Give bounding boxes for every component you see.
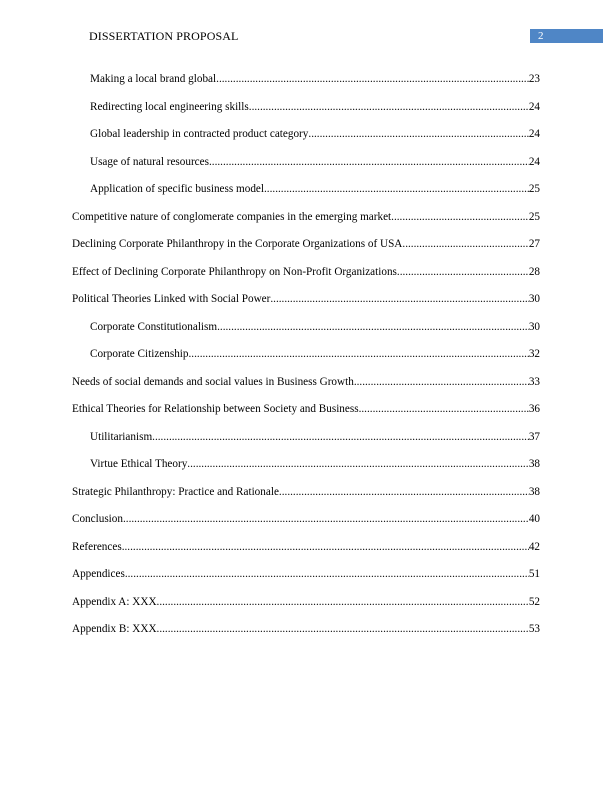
toc-entry-title: Ethical Theories for Relationship between Society and Business xyxy=(72,403,359,415)
toc-entry-page: 38 xyxy=(528,485,540,498)
toc-dot-leader xyxy=(391,210,529,224)
running-header-title: DISSERTATION PROPOSAL xyxy=(89,29,239,43)
toc-entry[interactable] xyxy=(72,290,540,318)
toc-entry[interactable] xyxy=(72,483,540,511)
toc-dot-leader xyxy=(359,402,529,416)
toc-entry[interactable] xyxy=(72,428,540,456)
toc-entry[interactable] xyxy=(72,235,540,263)
toc-entry-title: Redirecting local engineering skills xyxy=(90,100,249,113)
toc-entry-title: References xyxy=(72,540,122,553)
toc-entry[interactable] xyxy=(72,98,540,126)
toc-entry-title: Effect of Declining Corporate Philanthropy on Non-Profit Organizations xyxy=(72,265,397,278)
toc-entry-page: 24 xyxy=(528,155,540,168)
toc-entry-title: Corporate Constitutionalism xyxy=(90,320,218,333)
toc-entry-page: 24 xyxy=(528,100,540,113)
toc-entry[interactable] xyxy=(72,373,540,401)
toc-entry-title: Virtue Ethical Theory xyxy=(90,458,188,470)
toc-dot-leader xyxy=(279,485,529,499)
toc-entry-page: 27 xyxy=(528,238,540,250)
toc-entry-title: Declining Corporate Philanthropy in the Corporate Organizations of USA xyxy=(72,238,403,250)
toc-dot-leader xyxy=(123,512,529,526)
toc-entry-title: Competitive nature of conglomerate companies in the emerging market xyxy=(72,210,392,223)
toc-entry-page: 33 xyxy=(528,375,540,388)
toc-dot-leader xyxy=(354,375,529,389)
toc-dot-leader xyxy=(249,100,529,114)
toc-entry[interactable] xyxy=(72,180,540,208)
toc-dot-leader xyxy=(125,567,529,581)
toc-entry-title: Strategic Philanthropy: Practice and Rationale xyxy=(72,485,279,498)
toc-entry[interactable] xyxy=(72,565,540,593)
toc-entry-page: 24 xyxy=(528,128,540,140)
toc-entry-page: 38 xyxy=(528,458,540,470)
toc-entry-page: 53 xyxy=(528,623,540,635)
toc-entry[interactable] xyxy=(72,455,540,483)
toc-dot-leader xyxy=(397,265,529,279)
toc-dot-leader xyxy=(270,292,528,306)
table-of-contents xyxy=(72,70,540,648)
toc-dot-leader xyxy=(122,540,529,554)
toc-entry-title: Usage of natural resources xyxy=(90,155,209,168)
toc-dot-leader xyxy=(157,622,529,636)
toc-dot-leader xyxy=(157,595,529,609)
toc-entry[interactable] xyxy=(72,263,540,291)
toc-entry-title: Making a local brand global xyxy=(90,73,217,85)
toc-entry-page: 28 xyxy=(528,265,540,278)
toc-entry-title: Global leadership in contracted product category xyxy=(90,128,309,140)
toc-entry-page: 51 xyxy=(528,568,540,580)
toc-entry[interactable] xyxy=(72,208,540,236)
toc-entry[interactable] xyxy=(72,400,540,428)
toc-entry[interactable] xyxy=(72,153,540,181)
toc-entry-page: 37 xyxy=(528,430,540,443)
toc-entry[interactable] xyxy=(72,70,540,98)
toc-dot-leader xyxy=(217,320,529,334)
toc-entry[interactable] xyxy=(72,345,540,373)
page-number-badge: 2 xyxy=(530,29,603,43)
toc-entry[interactable] xyxy=(72,510,540,538)
toc-entry[interactable] xyxy=(72,593,540,621)
toc-entry-page: 25 xyxy=(528,183,540,195)
toc-entry-page: 30 xyxy=(528,293,540,305)
toc-entry[interactable] xyxy=(72,125,540,153)
toc-dot-leader xyxy=(264,182,529,196)
toc-entry[interactable] xyxy=(72,538,540,566)
toc-dot-leader xyxy=(308,127,528,141)
toc-entry-page: 42 xyxy=(528,540,540,553)
toc-entry-title: Conclusion xyxy=(72,513,123,525)
toc-entry-title: Appendix B: XXX xyxy=(72,623,157,635)
toc-entry-title: Appendix A: XXX xyxy=(72,595,157,608)
toc-entry-page: 30 xyxy=(528,320,540,333)
toc-entry-title: Political Theories Linked with Social Power xyxy=(72,293,271,305)
toc-entry-page: 40 xyxy=(528,513,540,525)
toc-entry-title: Utilitarianism xyxy=(90,430,153,443)
toc-dot-leader xyxy=(187,457,529,471)
toc-entry-title: Application of specific business model xyxy=(90,183,264,195)
toc-entry-title: Needs of social demands and social values in Business Growth xyxy=(72,375,354,388)
toc-entry-title: Corporate Citizenship xyxy=(90,348,189,360)
toc-dot-leader xyxy=(189,347,529,361)
toc-entry-page: 52 xyxy=(528,595,540,608)
toc-dot-leader xyxy=(209,155,529,169)
toc-entry-page: 32 xyxy=(528,348,540,360)
toc-dot-leader xyxy=(402,237,528,251)
toc-entry[interactable] xyxy=(72,620,540,648)
toc-entry-title: Appendices xyxy=(72,568,125,580)
toc-dot-leader xyxy=(216,72,529,86)
toc-entry[interactable] xyxy=(72,318,540,346)
toc-entry-page: 36 xyxy=(528,403,540,415)
toc-entry-page: 25 xyxy=(528,210,540,223)
toc-entry-page: 23 xyxy=(528,73,540,85)
toc-dot-leader xyxy=(152,430,529,444)
